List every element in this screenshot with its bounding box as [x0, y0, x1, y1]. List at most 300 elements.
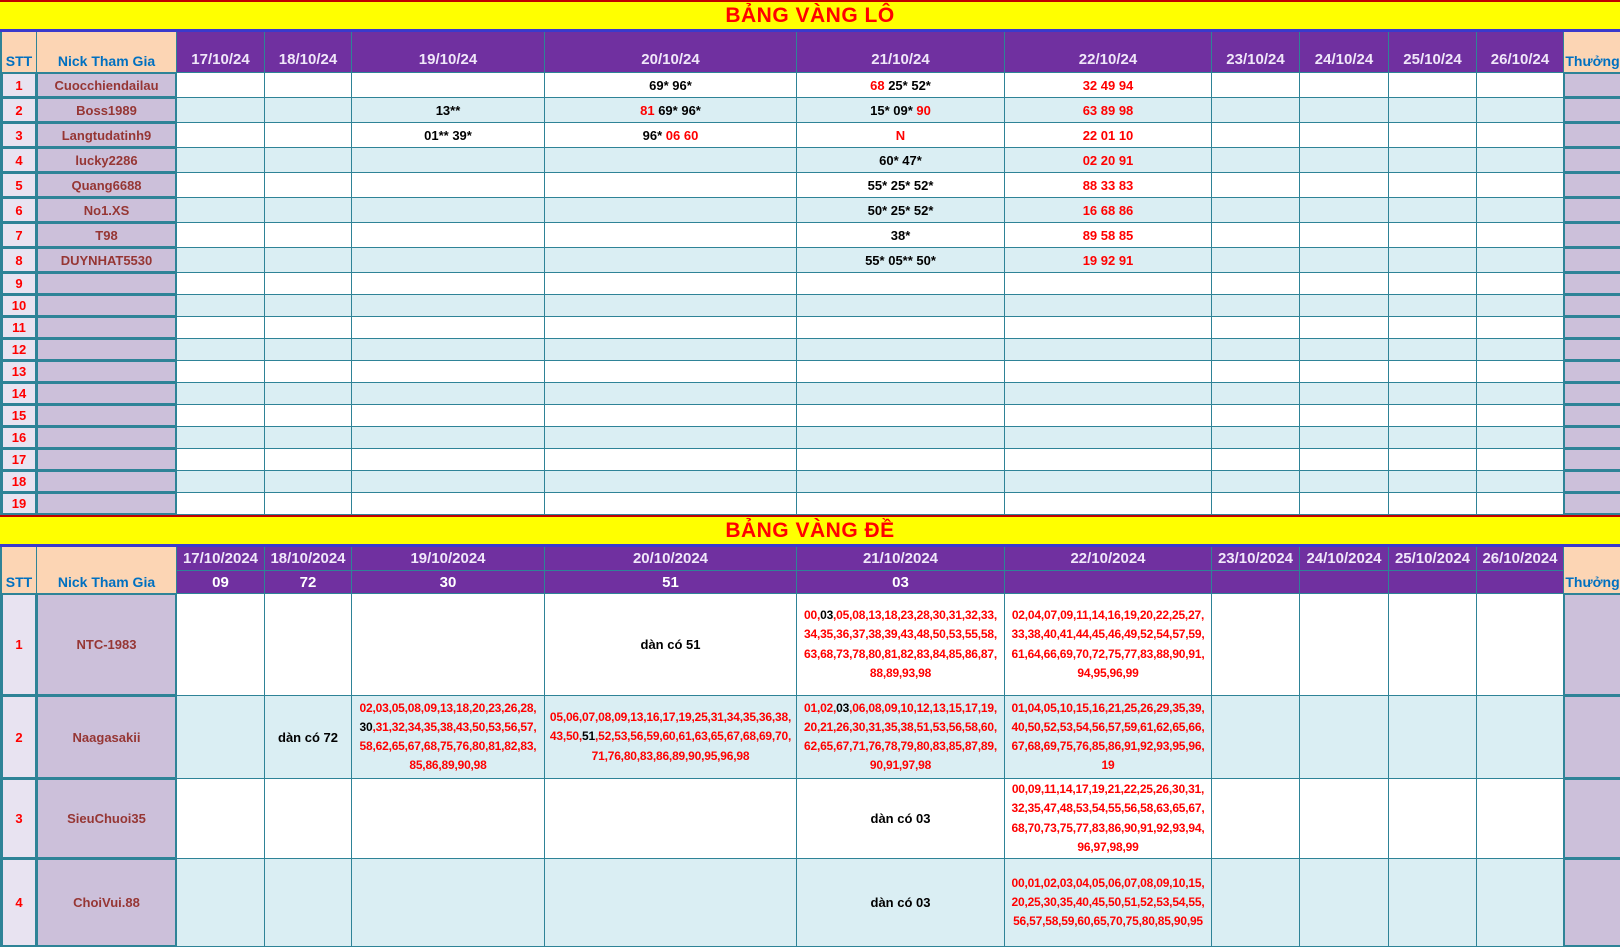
data-cell[interactable] [1005, 405, 1212, 427]
data-cell[interactable] [1300, 361, 1389, 383]
data-cell[interactable] [265, 273, 352, 295]
stt-cell[interactable]: 16 [2, 427, 37, 449]
data-cell[interactable] [1212, 73, 1300, 98]
data-cell[interactable] [1212, 317, 1300, 339]
data-cell[interactable] [352, 173, 545, 198]
nick-cell[interactable]: Naagasakii [37, 696, 177, 779]
data-cell[interactable] [177, 471, 265, 493]
data-cell[interactable] [545, 449, 797, 471]
data-cell[interactable] [177, 198, 265, 223]
data-cell[interactable] [1300, 317, 1389, 339]
lo-title-bar[interactable] [0, 0, 1620, 32]
data-cell[interactable] [352, 471, 545, 493]
date-header[interactable]: 24/10/24 [1300, 32, 1389, 73]
data-cell[interactable] [1389, 449, 1477, 471]
data-cell[interactable] [545, 383, 797, 405]
data-cell[interactable] [1212, 405, 1300, 427]
data-cell[interactable] [545, 98, 797, 123]
nick-header[interactable]: Nick Tham Gia [37, 32, 177, 73]
data-cell[interactable] [1212, 273, 1300, 295]
data-cell[interactable] [1212, 339, 1300, 361]
date-header[interactable]: 23/10/24 [1212, 32, 1300, 73]
nick-cell[interactable] [37, 471, 177, 493]
data-cell[interactable] [352, 198, 545, 223]
date-header[interactable]: 25/10/2024 [1389, 547, 1477, 571]
nick-cell[interactable] [37, 449, 177, 471]
stt-cell[interactable]: 18 [2, 471, 37, 493]
data-cell[interactable] [797, 405, 1005, 427]
data-cell[interactable] [1005, 594, 1212, 696]
data-cell[interactable] [1300, 123, 1389, 148]
data-cell[interactable] [545, 427, 797, 449]
date-header[interactable]: 23/10/2024 [1212, 547, 1300, 571]
data-cell[interactable] [177, 427, 265, 449]
data-cell[interactable] [177, 594, 265, 696]
data-cell[interactable] [1389, 148, 1477, 173]
data-cell[interactable] [1005, 273, 1212, 295]
data-cell[interactable] [545, 339, 797, 361]
data-cell[interactable] [797, 248, 1005, 273]
data-cell[interactable] [177, 493, 265, 515]
data-cell[interactable] [797, 148, 1005, 173]
data-cell[interactable] [1477, 594, 1564, 696]
data-cell[interactable] [1477, 295, 1564, 317]
data-cell[interactable] [265, 223, 352, 248]
data-cell[interactable] [1477, 779, 1564, 859]
data-cell[interactable] [1005, 73, 1212, 98]
data-cell[interactable] [797, 123, 1005, 148]
data-cell[interactable] [1005, 383, 1212, 405]
data-cell[interactable] [797, 317, 1005, 339]
data-cell[interactable] [265, 594, 352, 696]
data-cell[interactable] [177, 383, 265, 405]
data-cell[interactable] [265, 427, 352, 449]
data-cell[interactable] [1212, 173, 1300, 198]
nick-cell[interactable]: Langtudatinh9 [37, 123, 177, 148]
data-cell[interactable] [265, 859, 352, 947]
reward-cell[interactable] [1564, 295, 1620, 317]
stt-cell[interactable]: 6 [2, 198, 37, 223]
data-cell[interactable] [797, 859, 1005, 947]
data-cell[interactable] [1300, 223, 1389, 248]
date-header[interactable]: 25/10/24 [1389, 32, 1477, 73]
nick-cell[interactable] [37, 493, 177, 515]
data-cell[interactable] [1477, 73, 1564, 98]
data-cell[interactable] [352, 248, 545, 273]
data-cell[interactable] [545, 273, 797, 295]
data-cell[interactable] [1005, 173, 1212, 198]
data-cell[interactable] [1005, 248, 1212, 273]
data-cell[interactable] [177, 73, 265, 98]
data-cell[interactable] [352, 295, 545, 317]
nick-cell[interactable] [37, 383, 177, 405]
data-cell[interactable] [545, 295, 797, 317]
data-cell[interactable] [1477, 859, 1564, 947]
result-header[interactable] [1005, 571, 1212, 594]
data-cell[interactable] [1212, 427, 1300, 449]
reward-cell[interactable] [1564, 173, 1620, 198]
result-header[interactable]: 51 [545, 571, 797, 594]
data-cell[interactable] [1005, 98, 1212, 123]
reward-header[interactable]: Thưởng [1564, 32, 1620, 73]
data-cell[interactable] [1389, 223, 1477, 248]
stt-header[interactable]: STT [2, 547, 37, 594]
result-header[interactable] [1477, 571, 1564, 594]
data-cell[interactable] [1005, 427, 1212, 449]
data-cell[interactable] [545, 248, 797, 273]
data-cell[interactable] [1212, 98, 1300, 123]
data-cell[interactable] [1005, 148, 1212, 173]
stt-cell[interactable]: 11 [2, 317, 37, 339]
data-cell[interactable] [1005, 471, 1212, 493]
data-cell[interactable] [1389, 339, 1477, 361]
data-cell[interactable] [1477, 339, 1564, 361]
stt-cell[interactable]: 9 [2, 273, 37, 295]
data-cell[interactable] [797, 173, 1005, 198]
stt-cell[interactable]: 3 [2, 779, 37, 859]
result-header[interactable]: 09 [177, 571, 265, 594]
data-cell[interactable] [352, 361, 545, 383]
date-header[interactable]: 22/10/2024 [1005, 547, 1212, 571]
data-cell[interactable] [1300, 198, 1389, 223]
data-cell[interactable] [797, 383, 1005, 405]
data-cell[interactable] [1212, 248, 1300, 273]
stt-cell[interactable]: 4 [2, 859, 37, 947]
data-cell[interactable] [1005, 339, 1212, 361]
data-cell[interactable] [545, 405, 797, 427]
data-cell[interactable] [1300, 493, 1389, 515]
data-cell[interactable] [265, 361, 352, 383]
data-cell[interactable] [545, 361, 797, 383]
data-cell[interactable] [1300, 148, 1389, 173]
data-cell[interactable] [797, 779, 1005, 859]
data-cell[interactable] [1477, 361, 1564, 383]
data-cell[interactable] [1300, 273, 1389, 295]
data-cell[interactable] [352, 383, 545, 405]
data-cell[interactable] [265, 696, 352, 779]
data-cell[interactable] [797, 471, 1005, 493]
data-cell[interactable] [797, 449, 1005, 471]
stt-cell[interactable]: 2 [2, 696, 37, 779]
stt-header[interactable]: STT [2, 32, 37, 73]
result-header[interactable] [1212, 571, 1300, 594]
data-cell[interactable] [797, 339, 1005, 361]
data-cell[interactable] [797, 98, 1005, 123]
data-cell[interactable] [1300, 339, 1389, 361]
nick-cell[interactable]: ChoiVui.88 [37, 859, 177, 947]
reward-cell[interactable] [1564, 198, 1620, 223]
data-cell[interactable] [177, 317, 265, 339]
data-cell[interactable] [797, 427, 1005, 449]
data-cell[interactable] [1477, 123, 1564, 148]
reward-cell[interactable] [1564, 248, 1620, 273]
result-header[interactable] [1300, 571, 1389, 594]
data-cell[interactable] [1300, 471, 1389, 493]
data-cell[interactable] [352, 339, 545, 361]
data-cell[interactable] [1212, 471, 1300, 493]
reward-cell[interactable] [1564, 98, 1620, 123]
data-cell[interactable] [177, 405, 265, 427]
data-cell[interactable] [1477, 273, 1564, 295]
nick-cell[interactable]: T98 [37, 223, 177, 248]
data-cell[interactable] [545, 696, 797, 779]
stt-cell[interactable]: 13 [2, 361, 37, 383]
data-cell[interactable] [352, 449, 545, 471]
data-cell[interactable] [1212, 148, 1300, 173]
data-cell[interactable] [177, 273, 265, 295]
stt-cell[interactable]: 8 [2, 248, 37, 273]
reward-cell[interactable] [1564, 148, 1620, 173]
data-cell[interactable] [1300, 449, 1389, 471]
stt-cell[interactable]: 7 [2, 223, 37, 248]
reward-header[interactable]: Thưởng [1564, 547, 1620, 594]
data-cell[interactable] [177, 361, 265, 383]
data-cell[interactable] [352, 859, 545, 947]
data-cell[interactable] [1389, 173, 1477, 198]
reward-cell[interactable] [1564, 123, 1620, 148]
data-cell[interactable] [545, 859, 797, 947]
data-cell[interactable] [352, 317, 545, 339]
data-cell[interactable] [545, 471, 797, 493]
stt-cell[interactable]: 10 [2, 295, 37, 317]
data-cell[interactable] [1212, 198, 1300, 223]
data-cell[interactable] [352, 696, 545, 779]
data-cell[interactable] [265, 173, 352, 198]
reward-cell[interactable] [1564, 273, 1620, 295]
reward-cell[interactable] [1564, 405, 1620, 427]
data-cell[interactable] [1212, 295, 1300, 317]
data-cell[interactable] [1389, 73, 1477, 98]
data-cell[interactable] [797, 361, 1005, 383]
nick-cell[interactable]: NTC-1983 [37, 594, 177, 696]
data-cell[interactable] [352, 405, 545, 427]
data-cell[interactable] [797, 223, 1005, 248]
data-cell[interactable] [797, 696, 1005, 779]
data-cell[interactable] [1477, 427, 1564, 449]
date-header[interactable]: 21/10/24 [797, 32, 1005, 73]
date-header[interactable]: 21/10/2024 [797, 547, 1005, 571]
stt-cell[interactable]: 14 [2, 383, 37, 405]
data-cell[interactable] [1005, 779, 1212, 859]
data-cell[interactable] [1300, 405, 1389, 427]
data-cell[interactable] [545, 123, 797, 148]
data-cell[interactable] [1389, 405, 1477, 427]
data-cell[interactable] [265, 339, 352, 361]
nick-cell[interactable] [37, 361, 177, 383]
data-cell[interactable] [1477, 173, 1564, 198]
data-cell[interactable] [352, 123, 545, 148]
data-cell[interactable] [1300, 594, 1389, 696]
data-cell[interactable] [352, 73, 545, 98]
reward-cell[interactable] [1564, 383, 1620, 405]
data-cell[interactable] [1300, 248, 1389, 273]
stt-cell[interactable]: 19 [2, 493, 37, 515]
result-header[interactable]: 72 [265, 571, 352, 594]
de-title-bar[interactable] [0, 515, 1620, 547]
data-cell[interactable] [1389, 295, 1477, 317]
data-cell[interactable] [352, 779, 545, 859]
reward-cell[interactable] [1564, 471, 1620, 493]
data-cell[interactable] [177, 148, 265, 173]
data-cell[interactable] [797, 273, 1005, 295]
reward-cell[interactable] [1564, 859, 1620, 947]
stt-cell[interactable]: 17 [2, 449, 37, 471]
data-cell[interactable] [1005, 223, 1212, 248]
date-header[interactable]: 20/10/24 [545, 32, 797, 73]
data-cell[interactable] [177, 98, 265, 123]
data-cell[interactable] [797, 295, 1005, 317]
data-cell[interactable] [352, 223, 545, 248]
data-cell[interactable] [352, 493, 545, 515]
date-header[interactable]: 19/10/24 [352, 32, 545, 73]
stt-cell[interactable]: 4 [2, 148, 37, 173]
data-cell[interactable] [1300, 696, 1389, 779]
stt-cell[interactable]: 3 [2, 123, 37, 148]
data-cell[interactable] [1005, 295, 1212, 317]
data-cell[interactable] [545, 148, 797, 173]
data-cell[interactable] [1005, 317, 1212, 339]
data-cell[interactable] [545, 73, 797, 98]
data-cell[interactable] [1389, 361, 1477, 383]
stt-cell[interactable]: 15 [2, 405, 37, 427]
data-cell[interactable] [1477, 493, 1564, 515]
reward-cell[interactable] [1564, 223, 1620, 248]
data-cell[interactable] [1389, 383, 1477, 405]
data-cell[interactable] [1300, 383, 1389, 405]
data-cell[interactable] [1300, 779, 1389, 859]
nick-cell[interactable] [37, 405, 177, 427]
reward-cell[interactable] [1564, 317, 1620, 339]
data-cell[interactable] [265, 98, 352, 123]
data-cell[interactable] [1477, 148, 1564, 173]
data-cell[interactable] [265, 198, 352, 223]
reward-cell[interactable] [1564, 696, 1620, 779]
data-cell[interactable] [1212, 493, 1300, 515]
data-cell[interactable] [177, 859, 265, 947]
data-cell[interactable] [177, 123, 265, 148]
data-cell[interactable] [797, 493, 1005, 515]
data-cell[interactable] [1389, 198, 1477, 223]
data-cell[interactable] [545, 223, 797, 248]
data-cell[interactable] [1477, 383, 1564, 405]
data-cell[interactable] [1389, 493, 1477, 515]
reward-cell[interactable] [1564, 339, 1620, 361]
data-cell[interactable] [1212, 859, 1300, 947]
date-header[interactable]: 26/10/24 [1477, 32, 1564, 73]
data-cell[interactable] [1477, 223, 1564, 248]
data-cell[interactable] [352, 148, 545, 173]
nick-cell[interactable]: SieuChuoi35 [37, 779, 177, 859]
stt-cell[interactable]: 1 [2, 594, 37, 696]
data-cell[interactable] [1389, 696, 1477, 779]
data-cell[interactable] [177, 223, 265, 248]
data-cell[interactable] [1212, 361, 1300, 383]
stt-cell[interactable]: 5 [2, 173, 37, 198]
data-cell[interactable] [1477, 696, 1564, 779]
reward-cell[interactable] [1564, 427, 1620, 449]
data-cell[interactable] [1005, 449, 1212, 471]
data-cell[interactable] [1389, 317, 1477, 339]
data-cell[interactable] [1389, 779, 1477, 859]
data-cell[interactable] [1212, 123, 1300, 148]
reward-cell[interactable] [1564, 594, 1620, 696]
stt-cell[interactable]: 2 [2, 98, 37, 123]
result-header[interactable]: 30 [352, 571, 545, 594]
data-cell[interactable] [1212, 696, 1300, 779]
data-cell[interactable] [1477, 471, 1564, 493]
date-header[interactable]: 24/10/2024 [1300, 547, 1389, 571]
data-cell[interactable] [177, 449, 265, 471]
nick-cell[interactable] [37, 295, 177, 317]
data-cell[interactable] [1300, 427, 1389, 449]
reward-cell[interactable] [1564, 361, 1620, 383]
data-cell[interactable] [177, 779, 265, 859]
data-cell[interactable] [1212, 383, 1300, 405]
data-cell[interactable] [1389, 471, 1477, 493]
data-cell[interactable] [797, 594, 1005, 696]
data-cell[interactable] [265, 295, 352, 317]
nick-cell[interactable] [37, 339, 177, 361]
nick-cell[interactable]: Quang6688 [37, 173, 177, 198]
data-cell[interactable] [1300, 173, 1389, 198]
data-cell[interactable] [177, 248, 265, 273]
data-cell[interactable] [1389, 248, 1477, 273]
date-header[interactable]: 22/10/24 [1005, 32, 1212, 73]
data-cell[interactable] [265, 248, 352, 273]
nick-cell[interactable] [37, 273, 177, 295]
date-header[interactable]: 20/10/2024 [545, 547, 797, 571]
data-cell[interactable] [1477, 198, 1564, 223]
result-header[interactable] [1389, 571, 1477, 594]
data-cell[interactable] [352, 98, 545, 123]
stt-cell[interactable]: 1 [2, 73, 37, 98]
data-cell[interactable] [1300, 859, 1389, 947]
data-cell[interactable] [177, 173, 265, 198]
data-cell[interactable] [177, 295, 265, 317]
data-cell[interactable] [545, 317, 797, 339]
data-cell[interactable] [1005, 123, 1212, 148]
data-cell[interactable] [1005, 859, 1212, 947]
data-cell[interactable] [265, 148, 352, 173]
data-cell[interactable] [265, 73, 352, 98]
data-cell[interactable] [352, 594, 545, 696]
data-cell[interactable] [1389, 273, 1477, 295]
data-cell[interactable] [797, 73, 1005, 98]
date-header[interactable]: 26/10/2024 [1477, 547, 1564, 571]
nick-cell[interactable]: Boss1989 [37, 98, 177, 123]
data-cell[interactable] [265, 493, 352, 515]
nick-cell[interactable]: Cuocchiendailau [37, 73, 177, 98]
reward-cell[interactable] [1564, 449, 1620, 471]
reward-cell[interactable] [1564, 779, 1620, 859]
date-header[interactable]: 17/10/24 [177, 32, 265, 73]
data-cell[interactable] [1300, 295, 1389, 317]
data-cell[interactable] [545, 173, 797, 198]
data-cell[interactable] [352, 427, 545, 449]
data-cell[interactable] [1212, 779, 1300, 859]
data-cell[interactable] [265, 405, 352, 427]
date-header[interactable]: 18/10/2024 [265, 547, 352, 571]
data-cell[interactable] [265, 123, 352, 148]
nick-cell[interactable]: lucky2286 [37, 148, 177, 173]
data-cell[interactable] [1389, 123, 1477, 148]
data-cell[interactable] [1212, 449, 1300, 471]
data-cell[interactable] [1389, 859, 1477, 947]
data-cell[interactable] [1005, 696, 1212, 779]
data-cell[interactable] [265, 383, 352, 405]
data-cell[interactable] [265, 779, 352, 859]
data-cell[interactable] [265, 317, 352, 339]
